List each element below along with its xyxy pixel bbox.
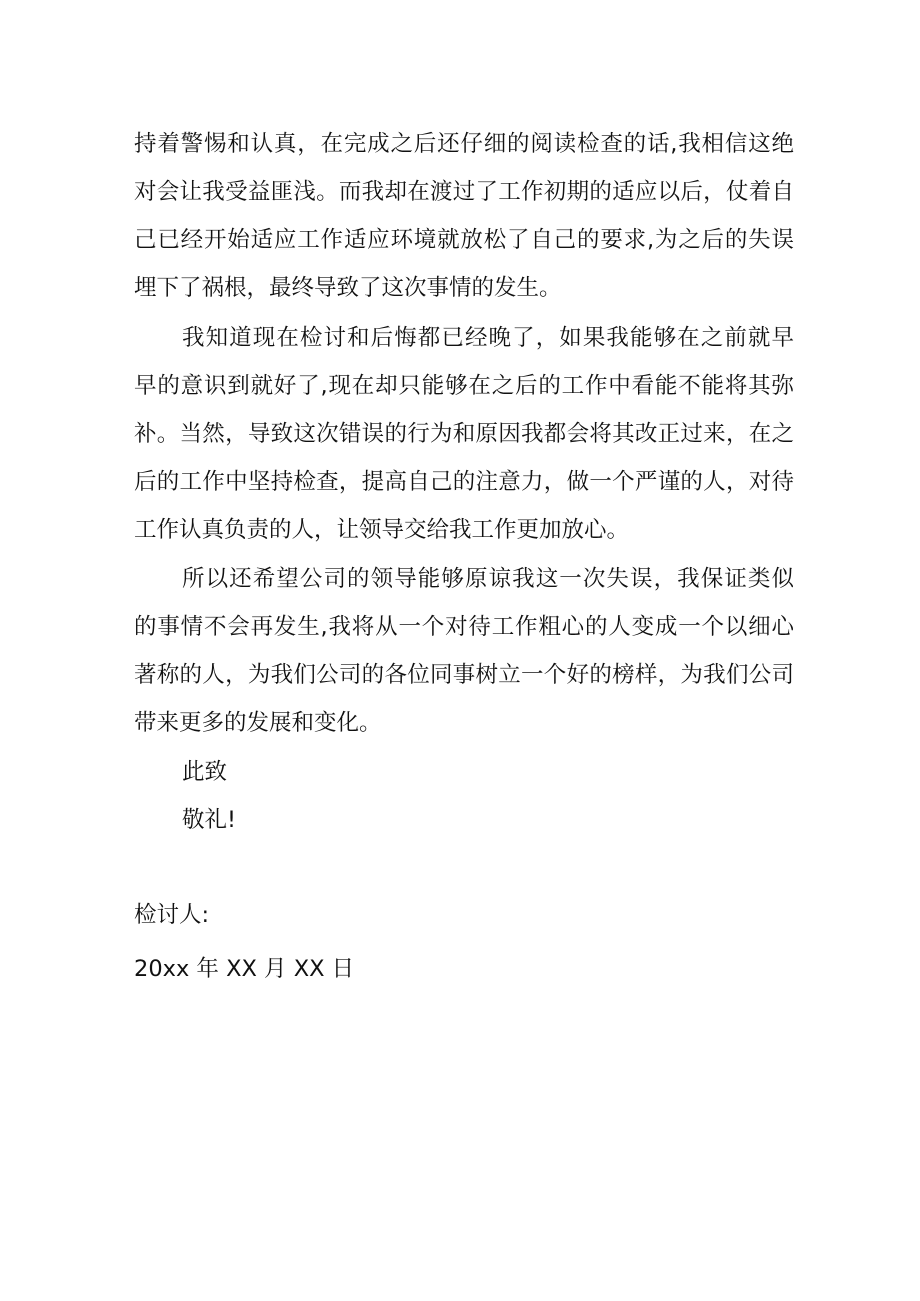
paragraph-1-line-1: 持着警惕和认真，在完成之后还仔细的阅读检查的话,我相信这绝	[134, 131, 794, 157]
paragraph-1-line-3: 己已经开始适应工作适应环境就放松了自己的要求,为之后的失误	[134, 227, 794, 253]
paragraph-2-line-2: 早的意识到就好了,现在却只能够在之后的工作中看能不能将其弥	[134, 373, 794, 399]
paragraph-3-line-4: 带来更多的发展和变化。	[134, 710, 382, 736]
closing-regards: 敬礼!	[182, 807, 237, 833]
paragraph-1-line-2: 对会让我受益匪浅。而我却在渡过了工作初期的适应以后，仗着自	[134, 179, 794, 205]
paragraph-3-line-3: 著称的人，为我们公司的各位同事树立一个好的榜样，为我们公司	[134, 662, 794, 688]
signature-date: 20xx 年 XX 月 XX 日	[134, 956, 355, 982]
paragraph-2-line-5: 工作认真负责的人，让领导交给我工作更加放心。	[134, 517, 630, 543]
paragraph-3-line-1: 所以还希望公司的领导能够原谅我这一次失误，我保证类似	[182, 566, 794, 592]
paragraph-3-line-2: 的事情不会再发生,我将从一个对待工作粗心的人变成一个以细心	[134, 614, 794, 640]
signature-label: 检讨人:	[134, 902, 210, 928]
closing-salutation: 此致	[182, 759, 228, 785]
paragraph-2-line-1: 我知道现在检讨和后悔都已经晚了，如果我能够在之前就早	[182, 325, 794, 351]
paragraph-1-line-4: 埋下了祸根，最终导致了这次事情的发生。	[134, 275, 562, 301]
paragraph-2-line-3: 补。当然，导致这次错误的行为和原因我都会将其改正过来，在之	[134, 421, 794, 447]
paragraph-2-line-4: 后的工作中坚持检查，提高自己的注意力，做一个严谨的人，对待	[134, 469, 794, 495]
